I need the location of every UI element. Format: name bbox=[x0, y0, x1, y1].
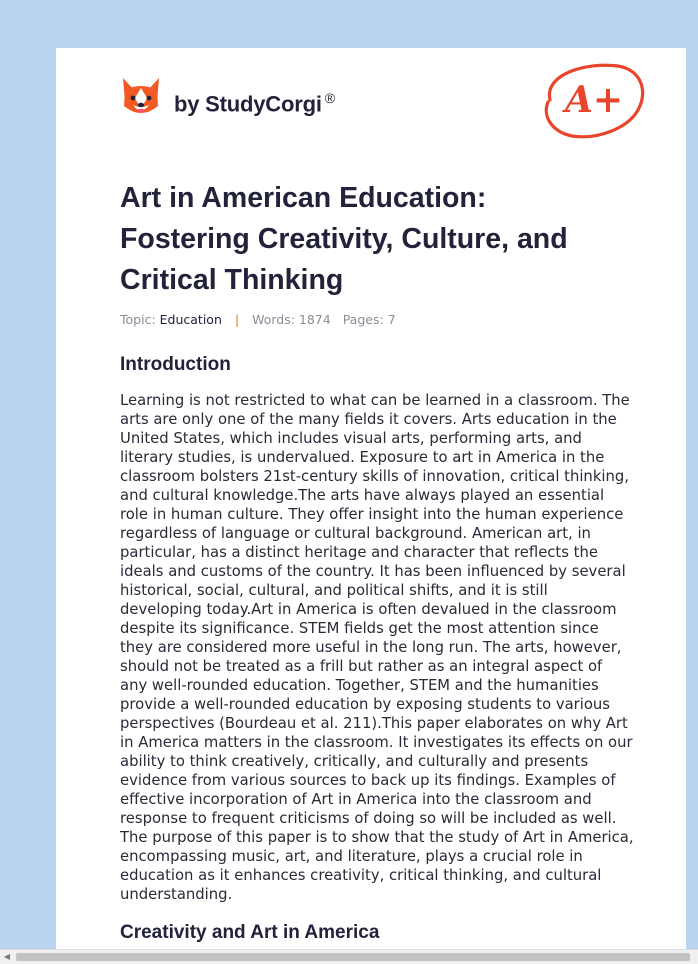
introduction-paragraph: Learning is not restricted to what can be learned in a classroom. The arts are only one of the many fields it covers. Arts education in the United States, which includes visual arts, performing arts, and literary studies, is undervalued. Exposure to art in America in the classroom bolsters 21st-century skills of innovation, critical thinking, and cultural knowledge.The arts have always played an essential role in human culture. They offer insight into the human experience regardless of language or cultural background. American art, in particular, has a distinct heritage and character that reflects the ideals and customs of the country. It has been influenced by several historical, social, cultural, and political shifts, and it is still developing today.Art in America is often devalued in the classroom despite its significance. STEM fields get the most attention since they are considered more useful in the long run. The arts, however, should not be treated as a frill but rather as an integral aspect of any well-rounded education. Together, STEM and the humanities provide a well-rounded education by exposing students to various perspectives (Bourdeau et al. 211).This paper elaborates on why Art in America matters in the classroom. It investigates its effects on our ability to think creatively, critically, and culturally and presents evidence from various sources to back up its findings. Examples of effective incorporation of Art in America into the classroom and response to frequent criticisms of doing so will be included as well. The purpose of this paper is to show that the study of Art in America, encompassing music, art, and literature, plays a crucial role in education as it enhances creativity, critical thinking, and cultural understanding. bbox=[120, 392, 634, 903]
section-heading-introduction: Introduction bbox=[120, 354, 231, 375]
section-heading-creativity: Creativity and Art in America bbox=[120, 922, 380, 943]
brand-name: by StudyCorgi ® bbox=[174, 90, 335, 117]
studycorgi-logo[interactable] bbox=[120, 76, 335, 120]
topic-link[interactable]: Education bbox=[159, 312, 222, 327]
document-page bbox=[56, 48, 686, 950]
word-count: 1874 bbox=[298, 312, 331, 327]
grade-text: A+ bbox=[564, 79, 624, 121]
essay-title: Art in American Education: Fostering Creativity, Culture, and Critical Thinking bbox=[120, 182, 568, 296]
a-plus-grade-badge bbox=[538, 58, 650, 142]
corgi-icon bbox=[120, 76, 162, 120]
pages-label: Pages: bbox=[342, 312, 384, 327]
scrollbar-thumb[interactable] bbox=[16, 953, 690, 961]
essay-meta bbox=[120, 312, 396, 327]
registered-mark: ® bbox=[324, 90, 335, 107]
topic-label: Topic: bbox=[120, 312, 156, 327]
page-count: 7 bbox=[387, 312, 396, 327]
horizontal-scrollbar[interactable] bbox=[0, 949, 698, 964]
meta-separator: | bbox=[234, 312, 240, 327]
scroll-left-arrow-icon[interactable]: ◀ bbox=[3, 952, 11, 961]
words-label: Words: bbox=[252, 312, 295, 327]
